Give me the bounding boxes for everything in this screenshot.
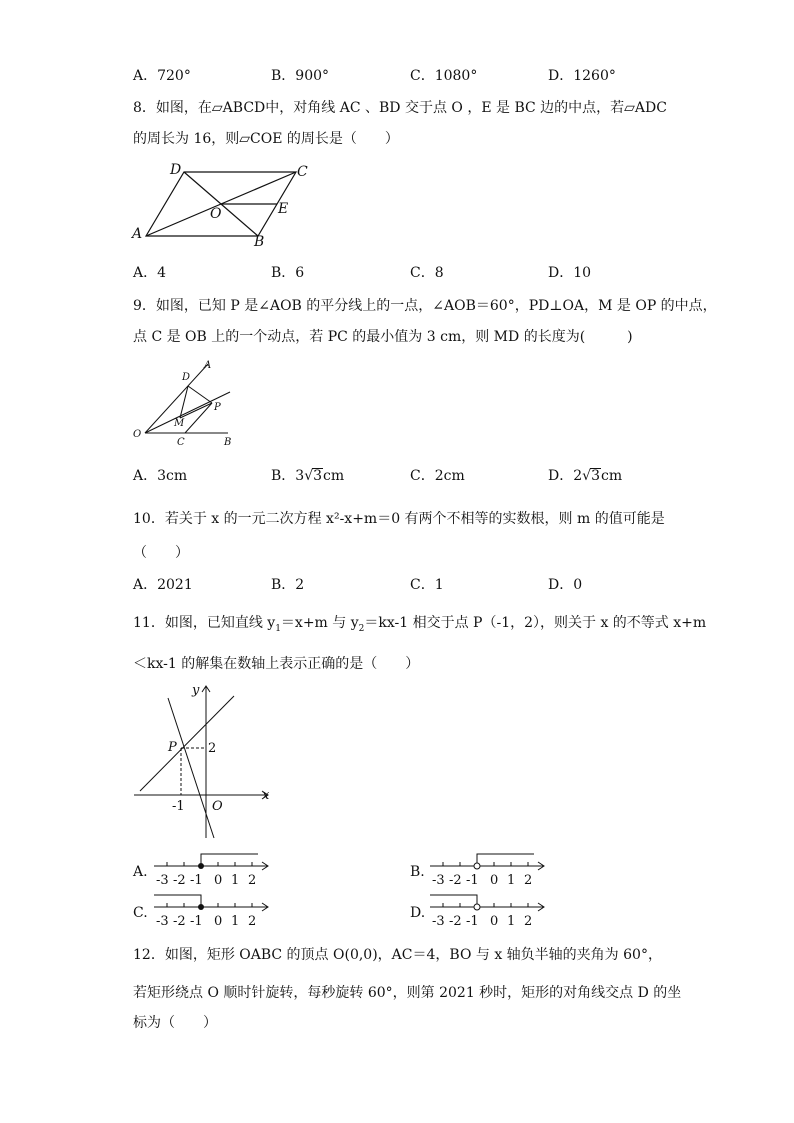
q9-option-d — [548, 466, 622, 486]
q8-stem-line2: 的周长为 16，则▱COE 的周长是（ ） — [133, 131, 399, 147]
q10-option-c: C．1 — [410, 577, 444, 593]
q12-stem-line2: 若矩形绕点 O 顺时针旋转，每秒旋转 60°，则第 2021 秒时，矩形的对角线交点 D 的坐 — [133, 985, 682, 1001]
tick-label: 2 — [248, 914, 257, 929]
q11-coordinate-figure — [130, 678, 280, 848]
q11-text-part: ＝x+m 与 y — [280, 615, 359, 631]
q9-label-m: M — [174, 418, 185, 429]
tick-label: 2 — [248, 873, 257, 888]
tick-label: 2 — [524, 914, 533, 929]
tick-label: 1 — [507, 873, 516, 888]
q11-label-p: P — [168, 740, 177, 755]
tick-label: -2 — [173, 914, 186, 929]
tick-label: -2 — [449, 873, 462, 888]
q11-label-x: x — [262, 788, 270, 803]
q11-label-2: 2 — [208, 741, 217, 756]
q11-subscript-2: 2 — [358, 623, 365, 634]
tick-label: 1 — [507, 914, 516, 929]
q8-stem-line1: 8．如图，在▱ABCD中，对角线 AC 、BD 交于点 O ，E 是 BC 边的中点，若▱ADC — [133, 100, 667, 116]
q11-option-b-numberline — [426, 850, 552, 888]
tick-label: 2 — [524, 873, 533, 888]
q11-option-a-label: A. — [133, 864, 148, 880]
q9-option-b — [271, 466, 344, 486]
q9-option-b-radicand: 3 — [313, 468, 323, 484]
tick-label: -3 — [156, 914, 169, 929]
tick-label: -2 — [173, 873, 186, 888]
tick-label: -1 — [190, 914, 203, 929]
q10-option-b: B．2 — [271, 577, 305, 593]
q11-text-part: 11．如图，已知直线 y — [133, 615, 276, 631]
q9-option-d-radicand: 3 — [591, 468, 600, 484]
q9-stem-line1: 9．如图，已知 P 是∠AOB 的平分线上的一点，∠AOB＝60°，PD⊥OA，M 是 OP 的中点， — [133, 298, 717, 314]
tick-label: 0 — [490, 873, 499, 888]
q10-stem-line2: （ ） — [133, 545, 189, 561]
q8-parallelogram-figure — [128, 156, 318, 248]
q9-label-a: A — [204, 360, 212, 371]
tick-label: 0 — [490, 914, 499, 929]
q11-label-y: y — [192, 683, 200, 698]
q9-label-c: C — [177, 437, 185, 448]
q8-label-c: C — [297, 164, 308, 180]
q7-option-d: D．1260° — [548, 68, 616, 84]
q9-option-b-unit: cm — [323, 468, 345, 484]
q10-option-a: A．2021 — [133, 577, 193, 593]
tick-label: 1 — [231, 914, 240, 929]
q9-stem-line2: 点 C 是 OB 上的一个动点，若 PC 的最小值为 3 cm，则 MD 的长度为( ) — [133, 329, 633, 345]
q7-option-b: B．900° — [271, 68, 330, 84]
q7-option-a: A．720° — [133, 68, 191, 84]
tick-label: -1 — [466, 873, 479, 888]
q11-stem-line1 — [133, 613, 706, 639]
q11-option-d-numberline — [426, 891, 552, 929]
q9-option-d-coef: D．2 — [548, 468, 583, 484]
q8-label-a: A — [132, 226, 143, 242]
tick-label: -3 — [156, 873, 169, 888]
tick-label: 0 — [214, 914, 223, 929]
q11-option-b-label: B. — [410, 864, 425, 880]
tick-label: 0 — [214, 873, 223, 888]
tick-label: -1 — [466, 914, 479, 929]
sqrt-icon: √ — [304, 468, 314, 484]
q12-stem-line3: 标为（ ） — [133, 1015, 217, 1031]
q9-option-b-coef: B．3 — [271, 468, 305, 484]
tick-label: -1 — [190, 873, 203, 888]
q10-stem-line1: 10．若关于 x 的一元二次方程 x²-x+m＝0 有两个不相等的实数根，则 m 的值可能是 — [133, 511, 665, 527]
q9-angle-bisector-figure — [130, 356, 240, 448]
tick-label: -3 — [432, 914, 445, 929]
tick-label: -2 — [449, 914, 462, 929]
q11-option-c-label: C. — [133, 905, 148, 921]
sqrt-icon: √ — [582, 468, 592, 484]
q9-option-a: A．3cm — [133, 468, 188, 484]
q9-label-d: D — [182, 372, 191, 383]
q8-option-c: C．8 — [410, 265, 444, 281]
tick-label: -3 — [432, 873, 445, 888]
q9-option-d-unit: cm — [600, 468, 623, 484]
q11-option-d-label: D. — [410, 905, 426, 921]
q11-stem-line2: ＜kx-1 的解集在数轴上表示正确的是（ ） — [133, 656, 420, 672]
q12-stem-line1: 12．如图，矩形 OABC 的顶点 O(0,0)，AC＝4，BO 与 x 轴负半轴的夹角为 60°， — [133, 947, 662, 963]
q8-label-o: O — [210, 206, 222, 222]
q11-option-c-numberline — [150, 891, 276, 929]
q11-option-a-numberline — [150, 850, 276, 888]
q10-option-d: D．0 — [548, 577, 583, 593]
q8-option-d: D．10 — [548, 265, 592, 281]
q9-option-c: C．2cm — [410, 468, 465, 484]
q11-label-o: O — [212, 799, 223, 814]
q8-option-b: B．6 — [271, 265, 305, 281]
q8-label-b: B — [254, 234, 265, 248]
q8-label-d: D — [170, 162, 182, 178]
q11-subscript-1: 1 — [275, 623, 281, 634]
tick-label: 1 — [231, 873, 240, 888]
q9-label-p: P — [214, 402, 221, 413]
q8-label-e: E — [278, 201, 289, 217]
q11-text-part: ＝kx-1 相交于点 P（-1，2），则关于 x 的不等式 x+m — [364, 615, 707, 631]
q9-label-b: B — [224, 437, 232, 448]
q7-option-c: C．1080° — [410, 68, 478, 84]
q11-label-minus1: -1 — [172, 799, 185, 814]
q9-label-o: O — [133, 429, 142, 440]
q8-option-a: A．4 — [133, 265, 167, 281]
